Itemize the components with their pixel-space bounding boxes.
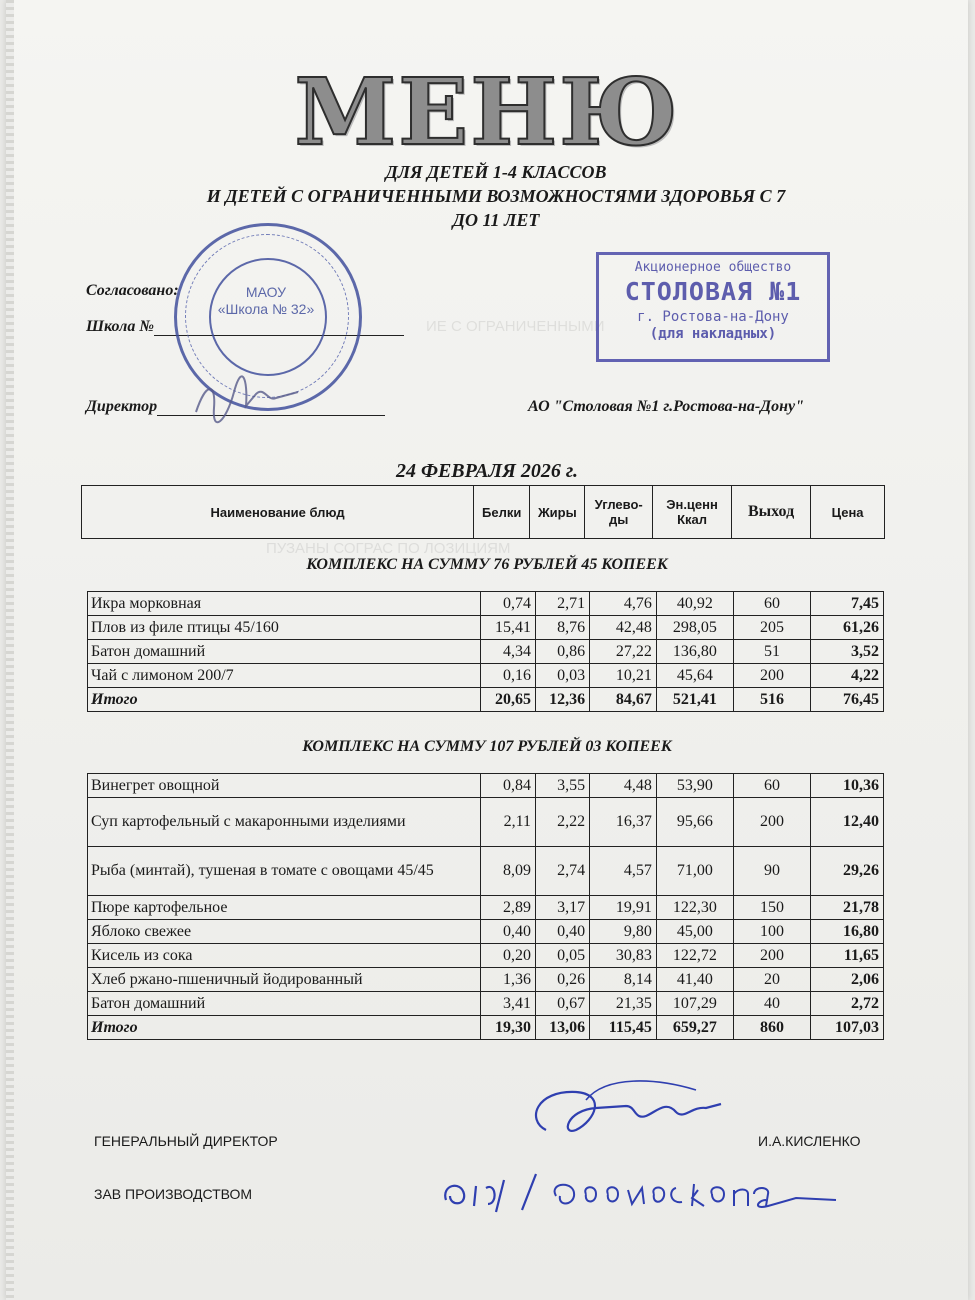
cell-protein: 3,41 — [480, 992, 535, 1016]
cell-fat: 3,17 — [536, 896, 590, 920]
cell-price: 16,80 — [811, 920, 884, 944]
cell-price: 4,22 — [811, 664, 884, 688]
stamp-text — [213, 284, 319, 318]
cell-carbs: 21,35 — [590, 992, 657, 1016]
cell-fat: 0,40 — [536, 920, 590, 944]
cell-fat: 13,06 — [536, 1016, 590, 1040]
cell-yield: 40 — [733, 992, 810, 1016]
cell-energy: 95,66 — [656, 798, 733, 847]
cell-yield: 200 — [733, 944, 810, 968]
cell-carbs: 8,14 — [590, 968, 657, 992]
stamp-text-line-2: «Школа № 32» — [217, 301, 315, 317]
cell-carbs: 16,37 — [590, 798, 657, 847]
cell-fat: 2,74 — [536, 847, 590, 896]
cell-protein: 2,89 — [480, 896, 535, 920]
cell-fat: 3,55 — [536, 774, 590, 798]
complex-2-table — [87, 773, 884, 1040]
cell-carbs: 4,48 — [590, 774, 657, 798]
dish-name: Хлеб ржано-пшеничный йодированный — [88, 968, 481, 992]
col-carbs: Углево- ды — [585, 486, 653, 539]
cell-fat: 0,86 — [536, 640, 590, 664]
cell-price: 10,36 — [811, 774, 884, 798]
cell-fat: 2,71 — [536, 592, 590, 616]
cell-protein: 15,41 — [480, 616, 535, 640]
col-energy: Эн.ценн Ккал — [653, 486, 732, 539]
stamp-rect-line-2: СТОЛОВАЯ №1 — [624, 277, 802, 306]
table-row — [88, 798, 884, 847]
stamp-rect-line-3: г. Ростова-на-Дону — [637, 309, 789, 325]
cell-energy: 122,30 — [656, 896, 733, 920]
cell-carbs: 10,21 — [590, 664, 657, 688]
cell-yield: 90 — [733, 847, 810, 896]
production-label: ЗАВ ПРОИЗВОДСТВОМ — [94, 1186, 253, 1202]
cell-yield: 516 — [733, 688, 810, 712]
cell-protein: 0,16 — [480, 664, 535, 688]
bleed-through-text: ИЕ С ОГРАНИЧЕННЫМИ — [426, 318, 605, 335]
cell-fat: 0,26 — [536, 968, 590, 992]
cell-fat: 12,36 — [536, 688, 590, 712]
cell-protein: 2,11 — [480, 798, 535, 847]
cell-protein: 20,65 — [480, 688, 535, 712]
table-header — [81, 485, 885, 539]
cell-fat: 2,22 — [536, 798, 590, 847]
table-row — [88, 616, 884, 640]
dish-name: Пюре картофельное — [88, 896, 481, 920]
cell-carbs: 4,57 — [590, 847, 657, 896]
cell-energy: 659,27 — [656, 1016, 733, 1040]
cell-yield: 60 — [733, 774, 810, 798]
cell-yield: 51 — [733, 640, 810, 664]
cell-energy: 71,00 — [656, 847, 733, 896]
table-row — [88, 592, 884, 616]
complex-1-title: КОМПЛЕКС НА СУММУ 76 РУБЛЕЙ 45 КОПЕЕК — [306, 556, 668, 573]
cell-protein: 0,40 — [480, 920, 535, 944]
total-row — [88, 1016, 884, 1040]
dish-name: Плов из филе птицы 45/160 — [88, 616, 481, 640]
cell-energy: 136,80 — [656, 640, 733, 664]
table-row — [88, 968, 884, 992]
cell-carbs: 84,67 — [590, 688, 657, 712]
cell-yield: 200 — [733, 798, 810, 847]
cell-carbs: 27,22 — [590, 640, 657, 664]
table-row — [88, 920, 884, 944]
cell-carbs: 19,91 — [590, 896, 657, 920]
school-label: Школа № — [86, 318, 154, 335]
paper-edge — [6, 0, 14, 1300]
col-price: Цена — [811, 486, 885, 539]
stamp-rect-line-1: Акционерное общество — [634, 260, 792, 275]
stamp-text-line-1: МАОУ — [245, 284, 287, 300]
cell-yield: 20 — [733, 968, 810, 992]
col-yield: Выход — [732, 486, 811, 539]
dish-name: Кисель из сока — [88, 944, 481, 968]
cell-protein: 1,36 — [480, 968, 535, 992]
cell-price: 11,65 — [811, 944, 884, 968]
total-row — [88, 688, 884, 712]
dish-name: Рыба (минтай), тушеная в томате с овощами 45/45 — [88, 847, 481, 896]
cell-carbs: 42,48 — [590, 616, 657, 640]
cell-fat: 8,76 — [536, 616, 590, 640]
cell-protein: 0,84 — [480, 774, 535, 798]
cell-price: 29,26 — [811, 847, 884, 896]
cell-energy: 45,64 — [656, 664, 733, 688]
cell-energy: 298,05 — [656, 616, 733, 640]
cell-carbs: 9,80 — [590, 920, 657, 944]
general-director-label: ГЕНЕРАЛЬНЫЙ ДИРЕКТОР — [94, 1133, 278, 1149]
cell-carbs: 115,45 — [590, 1016, 657, 1040]
dish-name: Чай с лимоном 200/7 — [88, 664, 481, 688]
table-row — [88, 664, 884, 688]
dish-name: Икра морковная — [88, 592, 481, 616]
cell-energy: 40,92 — [656, 592, 733, 616]
cell-yield: 150 — [733, 896, 810, 920]
menu-date: 24 ФЕВРАЛЯ 2026 г. — [395, 460, 579, 482]
cell-carbs: 30,83 — [590, 944, 657, 968]
complex-1-table — [87, 591, 884, 712]
cell-carbs: 4,76 — [590, 592, 657, 616]
company-rect-stamp — [596, 252, 830, 362]
director-label: Директор — [86, 398, 158, 415]
table-row — [88, 992, 884, 1016]
general-director-signature — [516, 1070, 736, 1160]
cell-price: 7,45 — [811, 592, 884, 616]
cell-price: 61,26 — [811, 616, 884, 640]
complex-2-title: КОМПЛЕКС НА СУММУ 107 РУБЛЕЙ 03 КОПЕЕК — [302, 738, 672, 755]
cell-price: 3,52 — [811, 640, 884, 664]
cell-price: 76,45 — [811, 688, 884, 712]
cell-energy: 521,41 — [656, 688, 733, 712]
dish-name: Винегрет овощной — [88, 774, 481, 798]
cell-yield: 860 — [733, 1016, 810, 1040]
col-protein: Белки — [474, 486, 530, 539]
cell-protein: 0,20 — [480, 944, 535, 968]
table-row — [88, 774, 884, 798]
cell-protein: 19,30 — [480, 1016, 535, 1040]
production-signature — [436, 1160, 856, 1220]
bleed-through-text: ПУЗАНЫ СОГРАС ПО ЛОЗИЦИЯМ — [266, 540, 511, 557]
cell-energy: 53,90 — [656, 774, 733, 798]
subtitle-line-1: ДЛЯ ДЕТЕЙ 1-4 КЛАССОВ — [385, 162, 607, 182]
cell-price: 2,72 — [811, 992, 884, 1016]
subtitle-line-3: ДО 11 ЛЕТ — [452, 210, 540, 230]
total-label: Итого — [88, 1016, 481, 1040]
table-row — [88, 896, 884, 920]
cell-energy: 45,00 — [656, 920, 733, 944]
general-director-name: И.А.КИСЛЕНКО — [758, 1133, 861, 1149]
stamp-rect-line-4: (для накладных) — [649, 326, 777, 342]
cell-fat: 0,67 — [536, 992, 590, 1016]
dish-name: Батон домашний — [88, 640, 481, 664]
cell-energy: 107,29 — [656, 992, 733, 1016]
table-row — [88, 944, 884, 968]
col-name: Наименование блюд — [82, 486, 474, 539]
document-sheet — [6, 0, 968, 1300]
cell-price: 21,78 — [811, 896, 884, 920]
company-name: АО "Столовая №1 г.Ростова-на-Дону" — [528, 398, 804, 415]
dish-name: Яблоко свежее — [88, 920, 481, 944]
cell-fat: 0,03 — [536, 664, 590, 688]
total-label: Итого — [88, 688, 481, 712]
cell-protein: 0,74 — [480, 592, 535, 616]
cell-price: 107,03 — [811, 1016, 884, 1040]
dish-name: Батон домашний — [88, 992, 481, 1016]
cell-protein: 4,34 — [480, 640, 535, 664]
cell-energy: 122,72 — [656, 944, 733, 968]
cell-price: 2,06 — [811, 968, 884, 992]
cell-energy: 41,40 — [656, 968, 733, 992]
document-title: МЕНЮ — [294, 58, 680, 166]
subtitle-line-2: И ДЕТЕЙ С ОГРАНИЧЕННЫМИ ВОЗМОЖНОСТЯМИ ЗДОРОВЬЯ С 7 — [206, 186, 786, 206]
cell-price: 12,40 — [811, 798, 884, 847]
cell-yield: 100 — [733, 920, 810, 944]
cell-yield: 205 — [733, 616, 810, 640]
col-fat: Жиры — [530, 486, 585, 539]
cell-yield: 60 — [733, 592, 810, 616]
table-row — [88, 847, 884, 896]
cell-yield: 200 — [733, 664, 810, 688]
dish-name: Суп картофельный с макаронными изделиями — [88, 798, 481, 847]
agreed-label: Согласовано: — [86, 282, 179, 299]
cell-protein: 8,09 — [480, 847, 535, 896]
cell-fat: 0,05 — [536, 944, 590, 968]
document-subtitle — [66, 160, 926, 232]
director-signature — [186, 372, 306, 432]
table-row — [88, 640, 884, 664]
